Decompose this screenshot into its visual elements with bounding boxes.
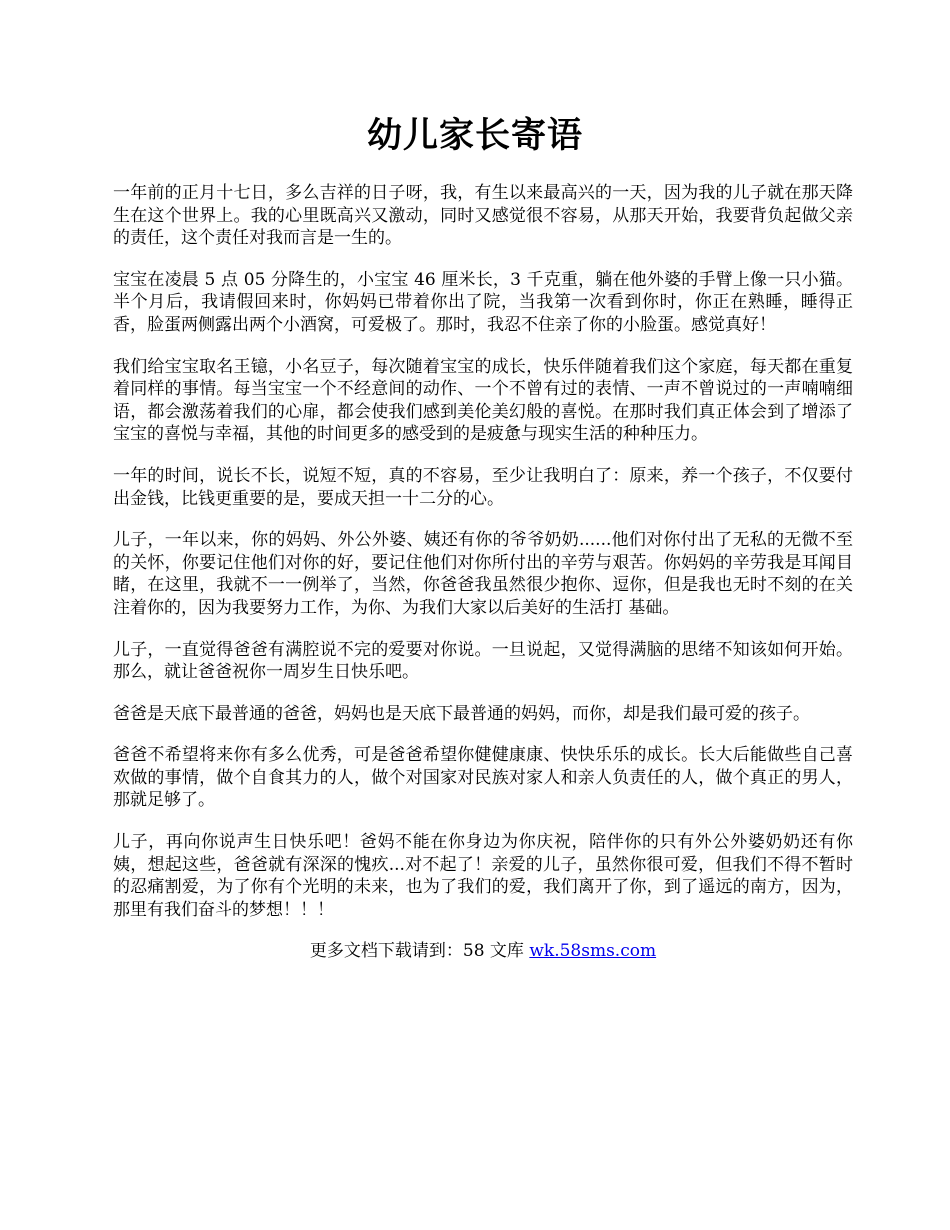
paragraph-2: 宝宝在凌晨 5 点 05 分降生的，小宝宝 46 厘米长，3 千克重，躺在他外婆的手臂上像一只小猫。半个月后，我请假回来时，你妈妈已带着你出了院，当我第一次看到你时，你正在熟睡，睡得正香，脸蛋两侧露出两个小酒窝，可爱极了。那时，我忍不住亲了你的小脸蛋。感觉真好！ [113, 269, 853, 335]
paragraph-6: 儿子，一直觉得爸爸有满腔说不完的爱要对你说。一旦说起，又觉得满脑的思绪不知该如何开始。那么，就让爸爸祝你一周岁生日快乐吧。 [113, 639, 853, 683]
footer-line [113, 940, 853, 962]
document-body [113, 182, 853, 962]
paragraph-9: 儿子，再向你说声生日快乐吧！爸妈不能在你身边为你庆祝，陪伴你的只有外公外婆奶奶还有你姨，想起这些，爸爸就有深深的愧疚...对不起了！亲爱的儿子，虽然你很可爱，但我们不得不暂时的忍痛割爱，为了你有个光明的未来，也为了我们的爱，我们离开了你，到了遥远的南方，因为，那里有我们奋斗的梦想！！！ [113, 832, 853, 920]
paragraph-3: 我们给宝宝取名王镱，小名豆子，每次随着宝宝的成长，快乐伴随着我们这个家庭，每天都在重复着同样的事情。每当宝宝一个不经意间的动作、一个不曾有过的表情、一声不曾说过的一声喃喃细语，都会激荡着我们的心扉，都会使我们感到美伦美幻般的喜悦。在那时我们真正体会到了增添了宝宝的喜悦与幸福，其他的时间更多的感受到的是疲惫与现实生活的种种压力。 [113, 356, 853, 445]
paragraph-7: 爸爸是天底下最普通的爸爸，妈妈也是天底下最普通的妈妈，而你，却是我们最可爱的孩子。 [113, 703, 810, 724]
document-title: 幼儿家长寄语 [366, 115, 583, 156]
paragraph-1: 一年前的正月十七日，多么吉祥的日子呀，我，有生以来最高兴的一天，因为我的儿子就在那天降生在这个世界上。我的心里既高兴又激动，同时又感觉很不容易，从那天开始，我要背负起做父亲的责任，这个责任对我而言是一生的。 [113, 183, 853, 249]
footer-link[interactable]: wk.58sms.com [529, 941, 657, 962]
paragraph-5: 儿子，一年以来，你的妈妈、外公外婆、姨还有你的爷爷奶奶......他们对你付出了无私的无微不至的关怀，你要记住他们对你的好，要记住他们对你所付出的辛劳与艰苦。你妈妈的辛劳我是耳闻目睹，在这里，我就不一一例举了，当然，你爸爸我虽然很少抱你、逗你，但是我也无时不刻的在关注着你的，因为我要努力工作，为你、为我们大家以后美好的生活打 基础。 [113, 530, 853, 618]
footer-prefix: 更多文档下载请到：58 文库 [309, 941, 530, 962]
paragraph-8: 爸爸不希望将来你有多么优秀，可是爸爸希望你健健康康、快快乐乐的成长。长大后能做些自己喜欢做的事情，做个自食其力的人，做个对国家对民族对家人和亲人负责任的人，做个真正的男人，那就足够了。 [113, 745, 853, 811]
paragraph-4: 一年的时间，说长不长，说短不短，真的不容易，至少让我明白了：原来，养一个孩子，不仅要付出金钱，比钱更重要的是，要成天担一十二分的心。 [113, 465, 853, 509]
